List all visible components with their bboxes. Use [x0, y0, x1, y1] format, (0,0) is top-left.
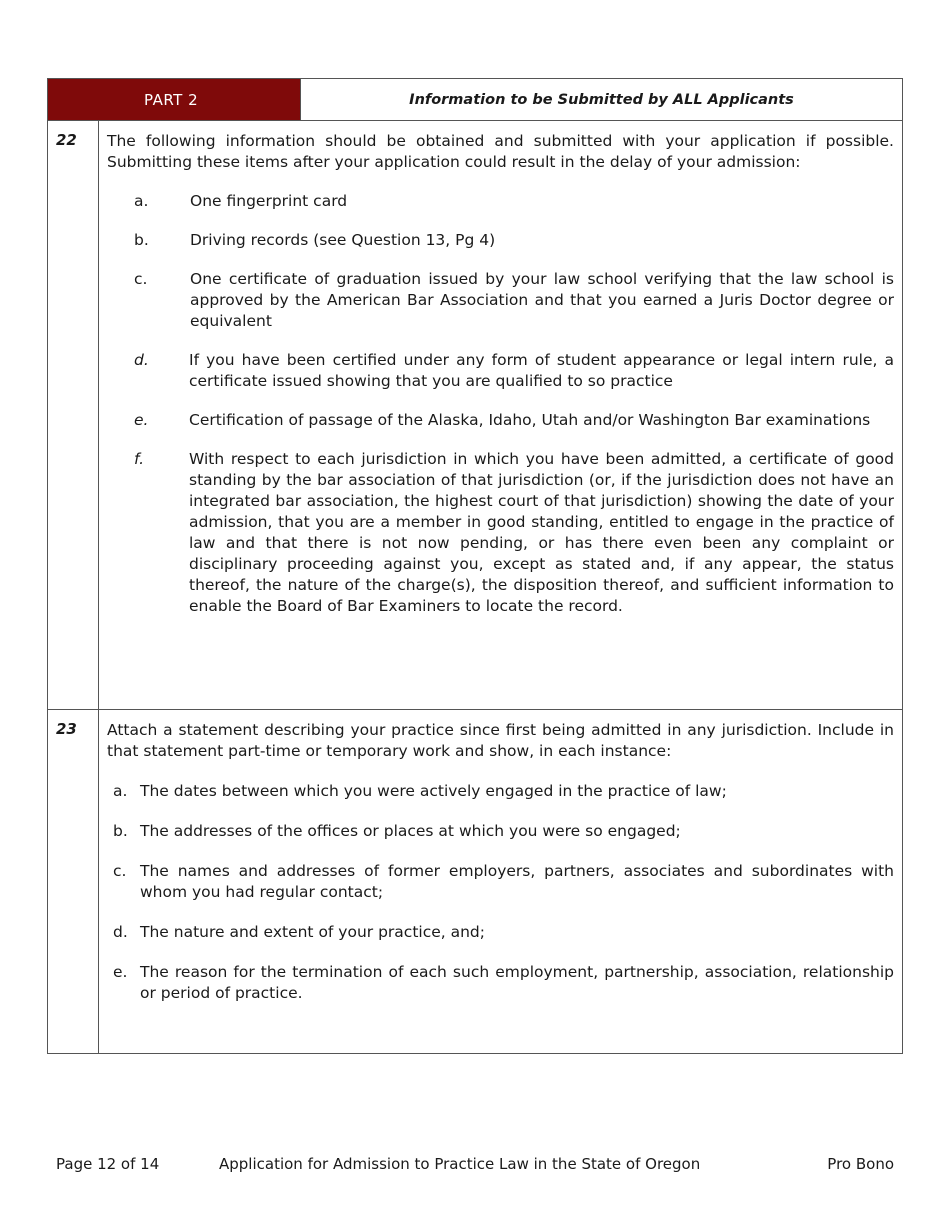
list-item-text: The addresses of the offices or places at which you were so engaged;	[140, 822, 681, 840]
list-item-text: The dates between which you were actively engaged in the practice of law;	[140, 782, 727, 800]
list-item-letter: a.	[113, 782, 128, 800]
list-item	[107, 230, 894, 251]
list-item-text: The reason for the termination of each such employment, partnership, association, relationship or period of practice.	[140, 963, 894, 1002]
question-22-row	[48, 121, 902, 710]
list-item	[107, 449, 894, 617]
question-23-list	[107, 781, 894, 1004]
section-title: Information to be Submitted by ALL Applicants	[409, 91, 794, 108]
question-22-intro: The following information should be obtained and submitted with your application if possible. Submitting these items after your application could result in the delay of your admission:	[107, 132, 894, 171]
page-number: Page 12 of 14	[56, 1155, 160, 1173]
document-title: Application for Admission to Practice Law in the State of Oregon	[219, 1155, 701, 1173]
list-item-text: Driving records (see Question 13, Pg 4)	[190, 231, 496, 249]
list-item	[107, 781, 894, 802]
list-item	[107, 821, 894, 842]
list-item-letter: f.	[134, 450, 145, 468]
list-item-letter: b.	[113, 822, 128, 840]
question-number: 22	[48, 121, 99, 709]
list-item-text: The names and addresses of former employers, partners, associates and subordinates with whom you had regular contact;	[140, 862, 894, 901]
question-22-body	[99, 121, 902, 709]
question-23-row	[48, 710, 902, 1053]
list-item-letter: c.	[134, 270, 148, 288]
list-item-text: Certification of passage of the Alaska, Idaho, Utah and/or Washington Bar examinations	[189, 411, 871, 429]
question-number: 23	[48, 710, 99, 1053]
list-item-letter: e.	[134, 411, 149, 429]
list-item-letter: d.	[113, 923, 128, 941]
list-item-letter: b.	[134, 231, 149, 249]
list-item-text: If you have been certified under any form of student appearance or legal intern rule, a certificate issued showing that you are qualified to so practice	[189, 351, 894, 390]
list-item	[107, 191, 894, 212]
list-item	[107, 922, 894, 943]
list-item	[107, 269, 894, 332]
question-22-list	[107, 191, 894, 617]
list-item	[107, 410, 894, 431]
list-item-text: One fingerprint card	[190, 192, 348, 210]
list-item-text: With respect to each jurisdiction in which you have been admitted, a certificate of good standing by the bar association of that jurisdiction (or, if the jurisdiction does not have an integrated bar association, the highest court of that jurisdiction) showing the date of your admission, that you are a member in good standing, entitled to engage in the practice of law and that there is not now pending, or has there even been any complaint or disciplinary proceeding against you, except as stated and, if any appear, the status thereof, the nature of the charge(s), the disposition thereof, and sufficient information to enable the Board of Bar Examiners to locate the record.	[189, 450, 894, 615]
question-23-body	[99, 710, 902, 1053]
part-label: PART 2	[48, 79, 301, 120]
list-item-letter: d.	[134, 351, 149, 369]
list-item	[107, 861, 894, 903]
document-category: Pro Bono	[827, 1155, 894, 1173]
list-item-text: One certificate of graduation issued by your law school verifying that the law school is approved by the American Bar Association and that you earned a Juris Doctor degree or equivalent	[190, 270, 894, 330]
part-2-table	[47, 78, 903, 1054]
list-item-letter: c.	[113, 862, 127, 880]
table-header	[48, 79, 902, 121]
question-23-intro: Attach a statement describing your practice since first being admitted in any jurisdiction. Include in that statement part-time or temporary work and show, in each instance:	[107, 721, 894, 760]
list-item-text: The nature and extent of your practice, and;	[140, 923, 485, 941]
list-item	[107, 350, 894, 392]
list-item	[107, 962, 894, 1004]
list-item-letter: a.	[134, 192, 149, 210]
list-item-letter: e.	[113, 963, 128, 981]
